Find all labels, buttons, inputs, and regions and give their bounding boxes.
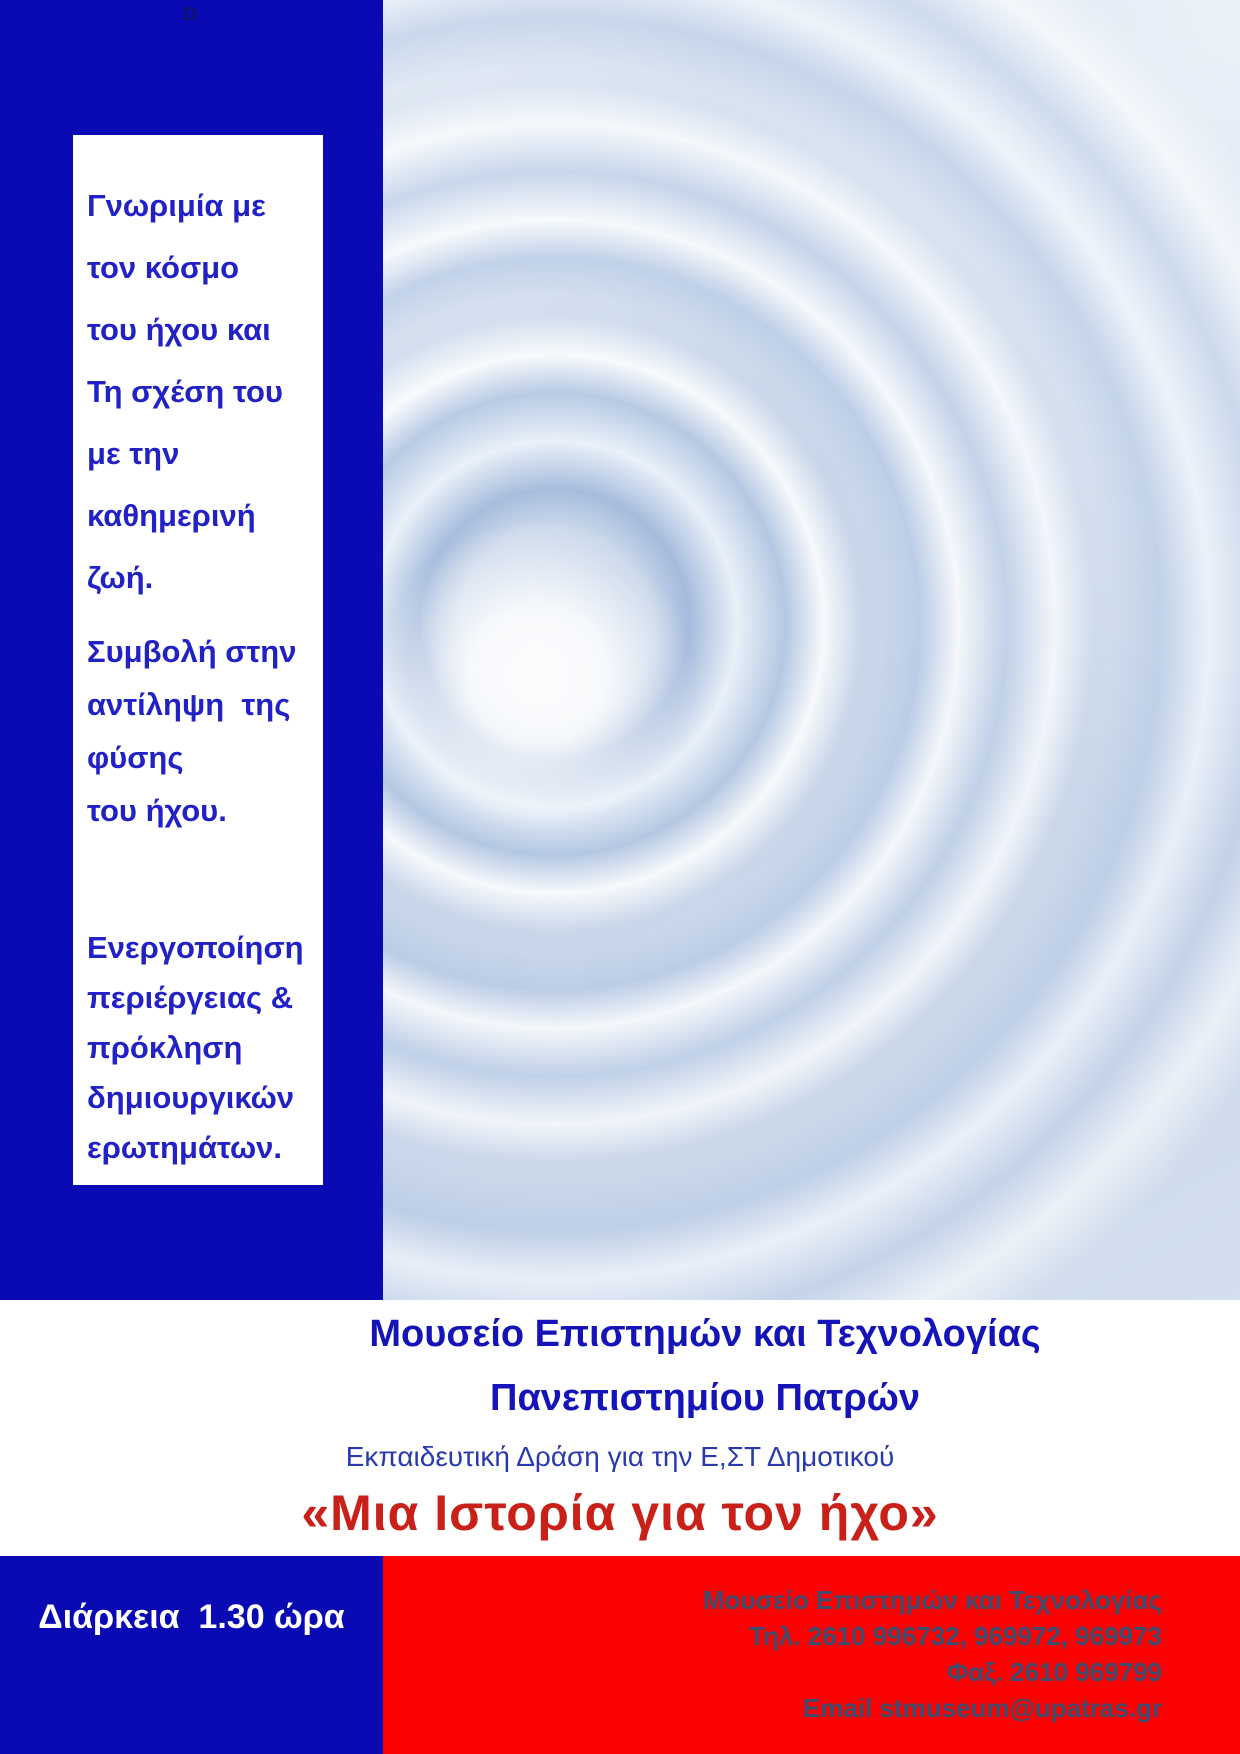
contact-phone: Τηλ. 2610 996732, 969972, 969973 (749, 1621, 1162, 1651)
note-line: Γνωριμία με (87, 188, 266, 223)
note-paragraph-contribution (87, 625, 317, 837)
note-line: Συμβολή στην (87, 634, 297, 669)
note-line: τον κόσμο (87, 250, 240, 285)
museum-name-line1: Μουσείο Επιστημών και Τεχνολογίας (369, 1313, 1041, 1355)
note-line: του ήχου. (87, 793, 227, 828)
contact-fax: Φαξ. 2610 969799 (946, 1657, 1162, 1687)
event-title: «Μια Ιστορία για τον ήχο» (301, 1485, 939, 1541)
note-line: ζωή. (87, 560, 154, 595)
duration-block (0, 1556, 383, 1754)
note-line: Ενεργοποίηση (87, 930, 304, 965)
note-line: με την (87, 436, 180, 471)
note-line: δημιουργικών (87, 1080, 295, 1115)
page-marker-text: D (183, 4, 197, 25)
contact-org: Μουσείο Επιστημών και Τεχνολογίας (702, 1585, 1162, 1615)
note-line: πρόκληση (87, 1030, 243, 1065)
museum-name-heading (170, 1302, 1240, 1430)
note-line: Τη σχέση του (87, 374, 283, 409)
note-paragraph-activation (87, 923, 317, 1173)
note-line: ερωτημάτων. (87, 1130, 283, 1165)
sidebar-note-box (73, 135, 323, 1185)
note-paragraph-familiarity (87, 175, 317, 609)
museum-name-line2: Πανεπιστημίου Πατρών (490, 1377, 920, 1419)
bottom-strip (0, 1556, 1240, 1754)
note-line: του ήχου και (87, 312, 271, 347)
water-ripple-image (383, 0, 1240, 1300)
note-line: αντίληψη της (87, 687, 291, 722)
note-line: περιέργειας & (87, 980, 294, 1015)
note-line: φύσης (87, 740, 184, 775)
event-audience-subtitle: Εκπαιδευτική Δράση για την Ε,ΣΤ Δημοτικού (345, 1441, 895, 1472)
note-line: καθημερινή (87, 498, 256, 533)
contact-email: Email stmuseum@upatras.gr (802, 1693, 1162, 1723)
contact-block (383, 1556, 1240, 1754)
duration-text: Διάρκεια 1.30 ώρα (38, 1598, 345, 1636)
